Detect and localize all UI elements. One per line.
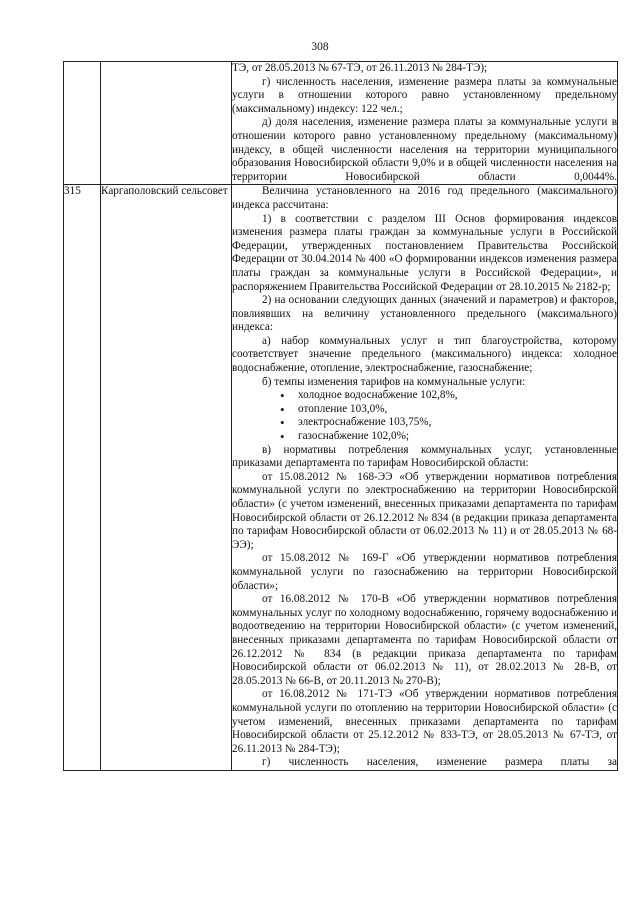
municipality-name-cell: Каргаполовский сельсовет <box>101 185 232 771</box>
paragraph: д) доля населения, изменение размера платы за коммунальные услуги в отношении которого равно установленному предельному (максимальному) индексу, в общей численности населения на территории муниципального образования Новосибирской области 9,0% и в общей численности населения на территории Новосибирской области 0,0044%. <box>232 116 617 183</box>
row-number-cell <box>64 62 101 185</box>
paragraph: г) численность населения, изменение размера платы за коммунальные услуги в отношении которого равно установленному предельному (максимальному) индексу: 122 чел.; <box>232 75 617 115</box>
paragraph: от 16.08.2012 № 171-ТЭ «Об утверждении нормативов потребления коммунальной услуги по отоплению на территории Новосибирской области» (с учетом изменений, внесенных приказами департамента по тарифам Новосибирской области от 25.12.2012 № 833-ТЭ, от 28.05.2013 № 67-ТЭ, от 26.11.2013 № 284-ТЭ); <box>232 688 617 755</box>
justification-text-cell <box>232 62 618 185</box>
justification-text-cell <box>232 185 618 771</box>
list-item: • электроснабжение 103,75%, <box>280 416 617 430</box>
paragraph: 2) на основании следующих данных (значений и параметров) и факторов, повлиявших на величину установленного предельного (максимального) индекса: <box>232 294 617 334</box>
list-item: • отопление 103,0%, <box>280 403 617 417</box>
table-row <box>64 185 618 771</box>
paragraph: Величина установленного на 2016 год предельного (максимального) индекса рассчитана: <box>232 185 617 211</box>
municipality-name-cell <box>101 62 232 185</box>
paragraph: б) темпы изменения тарифов на коммунальные услуги: <box>262 375 526 388</box>
paragraph: от 16.08.2012 № 170-В «Об утверждении нормативов потребления коммунальных услуг по холодному водоснабжению, горячему водоснабжению и водоотведению на территории Новосибирской области» (с учетом изменений, внесенных приказами департамента по тарифам Новосибирской области от 26.12.2012 № 834 (в редакции приказа департамента по тарифам Новосибирской области от 06.02.2013 № 11), от 28.02.2013 № 28-В, от 28.05.2013 № 66-В, от 20.11.2013 № 270-В); <box>232 593 617 687</box>
tariff-change-list <box>232 389 617 443</box>
page-number: 308 <box>311 41 329 53</box>
paragraph: от 15.08.2012 № 168-ЭЭ «Об утверждении нормативов потребления коммунальной услуги по электроснабжению на территории Новосибирской области» (с учетом изменений, внесенных приказами департамента по тарифам Новосибирской области от 26.12.2012 № 834 (в редакции приказа департамента по тарифам Новосибирской области от 06.02.2013 № 11) и от 28.05.2013 № 68-ЭЭ); <box>232 470 617 551</box>
list-item: • холодное водоснабжение 102,8%, <box>280 389 617 403</box>
row-number-cell: 315 <box>64 185 101 771</box>
paragraph: 1) в соответствии с разделом III Основ формирования индексов изменения размера платы граждан за коммунальные услуги в Российской Федерации, утвержденных постановлением Правительства Российской Федерации от 30.04.2014 № 400 «О формировании индексов изменения размера платы граждан за коммунальные услуги в Российской Федерации», и распоряжением Правительства Российской Федерации от 28.10.2015 № 2182-р; <box>232 212 617 293</box>
paragraph: г) численность населения, изменение размера платы за <box>262 756 617 769</box>
paragraph: в) нормативы потребления коммунальных услуг, установленные приказами департамента по тарифам Новосибирской области: <box>232 443 617 470</box>
table-row <box>64 62 618 185</box>
document-table <box>63 61 618 771</box>
paragraph: от 15.08.2012 № 169-Г «Об утверждении нормативов потребления коммунальной услуги по газоснабжению на территории Новосибирской области»; <box>232 552 617 592</box>
paragraph: ТЭ, от 28.05.2013 № 67-ТЭ, от 26.11.2013 № 284-ТЭ); <box>232 62 488 74</box>
paragraph: а) набор коммунальных услуг и тип благоустройства, которому соответствует значение предельного (максимального) индекса: холодное водоснабжение, отопление, электроснабжение, газоснабжение; <box>232 334 617 375</box>
list-item: • газоснабжение 102,0%; <box>280 430 617 444</box>
